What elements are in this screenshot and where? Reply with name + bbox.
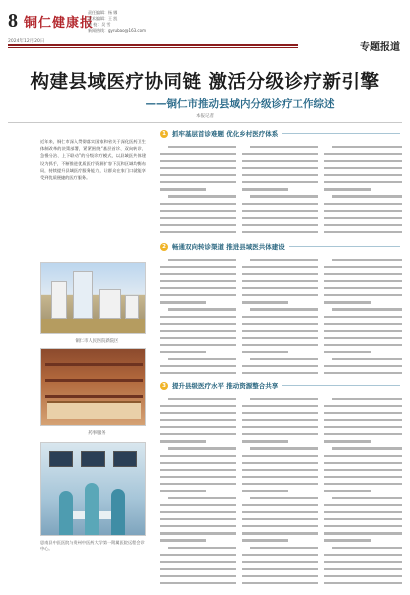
text-line bbox=[242, 301, 288, 303]
text-line bbox=[242, 337, 318, 339]
text-line bbox=[250, 497, 318, 499]
section-heading-3 bbox=[160, 381, 400, 390]
body-column bbox=[242, 393, 318, 589]
text-line bbox=[160, 532, 236, 534]
text-line bbox=[160, 337, 236, 339]
text-line bbox=[324, 525, 402, 527]
text-line bbox=[160, 181, 236, 183]
text-line bbox=[160, 294, 236, 296]
photo-caption: 药事服务 bbox=[88, 431, 106, 436]
text-line bbox=[242, 224, 318, 226]
text-line bbox=[160, 372, 236, 374]
text-line bbox=[160, 525, 236, 527]
text-line bbox=[250, 547, 318, 549]
text-line bbox=[160, 419, 236, 421]
section-number-badge: 3 bbox=[160, 382, 168, 390]
text-line bbox=[168, 308, 236, 310]
meta-line: 新闻热线：gyrubao@163.com bbox=[88, 28, 146, 33]
text-line bbox=[160, 287, 236, 289]
building-shape bbox=[125, 295, 139, 319]
ground-shape bbox=[41, 319, 145, 333]
text-line bbox=[324, 433, 402, 435]
text-line bbox=[160, 301, 206, 303]
text-line bbox=[324, 287, 402, 289]
doctor-figure bbox=[111, 489, 125, 535]
text-line bbox=[324, 504, 402, 506]
text-line bbox=[324, 405, 402, 407]
text-line bbox=[160, 365, 236, 367]
text-line bbox=[324, 337, 402, 339]
text-line bbox=[242, 351, 288, 353]
text-line bbox=[324, 440, 371, 442]
text-line bbox=[160, 316, 236, 318]
text-line bbox=[242, 511, 318, 513]
masthead-meta bbox=[88, 10, 146, 34]
text-line bbox=[324, 372, 402, 374]
text-line bbox=[168, 398, 236, 400]
text-line bbox=[324, 174, 402, 176]
text-line bbox=[160, 351, 206, 353]
section-number-badge: 2 bbox=[160, 243, 168, 251]
text-line bbox=[168, 547, 236, 549]
text-line bbox=[324, 188, 371, 190]
text-line bbox=[160, 518, 236, 520]
monitor-shape bbox=[81, 451, 105, 467]
section-title: 抓牢基层首诊难题 优化乡村医疗体系 bbox=[172, 130, 279, 138]
headline: 构建县域医疗协同链 激活分级诊疗新引擎 bbox=[30, 72, 380, 93]
text-line bbox=[324, 294, 402, 296]
text-line bbox=[332, 497, 402, 499]
text-line bbox=[160, 280, 236, 282]
body-column bbox=[324, 393, 402, 589]
text-line bbox=[242, 273, 318, 275]
text-line bbox=[324, 266, 402, 268]
monitor-shape bbox=[113, 451, 137, 467]
text-line bbox=[324, 153, 402, 155]
text-line bbox=[160, 210, 236, 212]
text-line bbox=[242, 316, 318, 318]
photo-caption: 铜仁市人民医院新院区 bbox=[75, 339, 119, 344]
text-line bbox=[168, 358, 236, 360]
text-line bbox=[160, 405, 236, 407]
text-line bbox=[324, 539, 371, 541]
text-line bbox=[324, 554, 402, 556]
masthead-rule bbox=[8, 44, 298, 46]
text-line bbox=[160, 433, 236, 435]
text-line bbox=[242, 280, 318, 282]
page-number: 8 bbox=[8, 10, 18, 32]
text-line bbox=[242, 188, 288, 190]
text-line bbox=[242, 476, 318, 478]
text-line bbox=[160, 483, 236, 485]
text-line bbox=[242, 174, 318, 176]
hospital-building-photo bbox=[40, 262, 146, 334]
text-line bbox=[160, 554, 236, 556]
text-line bbox=[324, 483, 402, 485]
body-column bbox=[324, 141, 402, 237]
text-line bbox=[332, 259, 402, 261]
section-heading-1 bbox=[160, 129, 400, 138]
text-line bbox=[160, 476, 236, 478]
text-line bbox=[160, 160, 236, 162]
counter-shape bbox=[47, 401, 141, 419]
text-line bbox=[332, 195, 402, 197]
pharmacy-photo bbox=[40, 348, 146, 426]
text-line bbox=[160, 174, 236, 176]
text-line bbox=[242, 344, 318, 346]
text-line bbox=[242, 554, 318, 556]
text-line bbox=[324, 365, 402, 367]
text-line bbox=[332, 447, 402, 449]
text-line bbox=[242, 210, 318, 212]
text-line bbox=[160, 440, 206, 442]
section-rule bbox=[289, 246, 400, 247]
text-line bbox=[324, 224, 402, 226]
doctor-figure bbox=[59, 491, 73, 535]
text-line bbox=[160, 330, 236, 332]
text-line bbox=[160, 469, 236, 471]
text-line bbox=[324, 330, 402, 332]
text-line bbox=[250, 259, 318, 261]
text-line bbox=[324, 455, 402, 457]
text-line bbox=[242, 217, 318, 219]
text-line bbox=[242, 167, 318, 169]
text-line bbox=[324, 231, 402, 233]
building-shape bbox=[99, 289, 121, 319]
subhead: ——铜仁市推动县域内分级诊疗工作综述 bbox=[145, 98, 335, 110]
remote-consultation-photo bbox=[40, 442, 146, 536]
text-line bbox=[242, 287, 318, 289]
text-line bbox=[324, 412, 402, 414]
text-line bbox=[242, 525, 318, 527]
section-heading-2 bbox=[160, 242, 400, 251]
issue-date: 2024年12月20日 bbox=[8, 39, 45, 44]
section-title: 畅通双向转诊渠道 推进县域医共体建设 bbox=[172, 243, 285, 251]
text-line bbox=[242, 160, 318, 162]
text-line bbox=[242, 433, 318, 435]
body-column bbox=[160, 393, 236, 589]
intro-paragraph: 近年来，铜仁市深入贯彻落实国家和省关于深化医药卫生体制改革的决策部署，紧紧围绕“基层首诊、双向转诊、急慢分治、上下联动”的分级诊疗模式，以县域医共体建设为抓手，不断推进优质医疗资源扩容下沉和区域均衡布局，持续提升县域医疗服务能力，让群众在家门口就能享受到优质便捷的医疗服务。 bbox=[40, 139, 146, 181]
text-line bbox=[242, 405, 318, 407]
section-tag: 专题报道 bbox=[360, 42, 400, 53]
text-line bbox=[324, 160, 402, 162]
building-shape bbox=[73, 271, 93, 319]
text-line bbox=[160, 153, 236, 155]
text-line bbox=[324, 203, 402, 205]
text-line bbox=[160, 231, 236, 233]
body-column bbox=[242, 254, 318, 376]
text-line bbox=[324, 575, 402, 577]
text-line bbox=[242, 330, 318, 332]
text-line bbox=[160, 426, 236, 428]
body-column bbox=[242, 141, 318, 237]
text-line bbox=[168, 497, 236, 499]
text-line bbox=[242, 532, 318, 534]
text-line bbox=[160, 203, 236, 205]
building-shape bbox=[51, 281, 67, 319]
text-line bbox=[242, 323, 318, 325]
text-line bbox=[242, 568, 318, 570]
text-line bbox=[324, 469, 402, 471]
text-line bbox=[160, 273, 236, 275]
text-line bbox=[242, 539, 288, 541]
text-line bbox=[242, 426, 318, 428]
text-line bbox=[242, 181, 318, 183]
text-line bbox=[160, 490, 206, 492]
headline-divider bbox=[8, 122, 402, 123]
text-line bbox=[324, 323, 402, 325]
text-line bbox=[160, 167, 236, 169]
photo-caption: 思南县中医医院与贵州中医药大学第一附属医院远程会诊中心。 bbox=[40, 540, 145, 552]
doctor-figure bbox=[85, 483, 99, 535]
text-line bbox=[168, 259, 236, 261]
text-line bbox=[324, 301, 371, 303]
text-line bbox=[324, 419, 402, 421]
masthead-rule-thin bbox=[8, 47, 298, 48]
text-line bbox=[324, 280, 402, 282]
text-line bbox=[332, 398, 402, 400]
text-line bbox=[324, 210, 402, 212]
text-line bbox=[242, 266, 318, 268]
meta-line: 审 校：吴 雪 bbox=[88, 22, 111, 27]
text-line bbox=[250, 398, 318, 400]
text-line bbox=[242, 490, 288, 492]
text-line bbox=[242, 518, 318, 520]
text-line bbox=[242, 412, 318, 414]
text-line bbox=[242, 469, 318, 471]
text-line bbox=[250, 195, 318, 197]
text-line bbox=[160, 188, 206, 190]
text-line bbox=[324, 273, 402, 275]
section-rule bbox=[282, 133, 400, 134]
text-line bbox=[324, 344, 402, 346]
text-line bbox=[250, 146, 318, 148]
text-line bbox=[160, 511, 236, 513]
text-line bbox=[160, 266, 236, 268]
text-line bbox=[250, 447, 318, 449]
text-line bbox=[242, 575, 318, 577]
text-line bbox=[324, 511, 402, 513]
shelf-shape bbox=[45, 379, 143, 382]
text-line bbox=[160, 412, 236, 414]
newspaper-name: 铜仁健康报 bbox=[24, 16, 95, 31]
meta-line: 责任编辑：杨 娜 bbox=[88, 10, 118, 15]
text-line bbox=[242, 483, 318, 485]
text-line bbox=[324, 568, 402, 570]
section-rule bbox=[282, 385, 400, 386]
text-line bbox=[160, 455, 236, 457]
text-line bbox=[250, 308, 318, 310]
text-line bbox=[242, 582, 318, 584]
text-line bbox=[332, 308, 402, 310]
text-line bbox=[160, 539, 206, 541]
section-number-badge: 1 bbox=[160, 130, 168, 138]
text-line bbox=[160, 462, 236, 464]
text-line bbox=[242, 294, 318, 296]
text-line bbox=[160, 568, 236, 570]
text-line bbox=[324, 532, 402, 534]
text-line bbox=[324, 490, 371, 492]
text-line bbox=[324, 167, 402, 169]
text-line bbox=[160, 217, 236, 219]
text-line bbox=[324, 476, 402, 478]
text-line bbox=[160, 344, 236, 346]
shelf-shape bbox=[45, 395, 143, 398]
text-line bbox=[242, 231, 318, 233]
text-line bbox=[242, 561, 318, 563]
text-line bbox=[242, 462, 318, 464]
text-line bbox=[242, 203, 318, 205]
body-column bbox=[324, 254, 402, 376]
body-column bbox=[160, 254, 236, 376]
meta-line: 美术编辑：王 凯 bbox=[88, 16, 118, 21]
text-line bbox=[250, 358, 318, 360]
section-title: 提升县级医疗水平 推动资源整合共享 bbox=[172, 382, 279, 390]
text-line bbox=[168, 146, 236, 148]
shelf-shape bbox=[45, 363, 143, 366]
text-line bbox=[160, 561, 236, 563]
body-column bbox=[160, 141, 236, 237]
text-line bbox=[324, 561, 402, 563]
text-line bbox=[324, 217, 402, 219]
text-line bbox=[324, 316, 402, 318]
text-line bbox=[168, 447, 236, 449]
text-line bbox=[242, 153, 318, 155]
text-line bbox=[242, 419, 318, 421]
text-line bbox=[160, 582, 236, 584]
text-line bbox=[242, 440, 288, 442]
text-line bbox=[160, 224, 236, 226]
text-line bbox=[324, 351, 371, 353]
text-line bbox=[324, 582, 402, 584]
text-line bbox=[324, 518, 402, 520]
text-line bbox=[160, 323, 236, 325]
text-line bbox=[242, 365, 318, 367]
text-line bbox=[242, 504, 318, 506]
byline: 本报记者 bbox=[196, 114, 214, 119]
monitor-shape bbox=[49, 451, 73, 467]
text-line bbox=[242, 455, 318, 457]
text-line bbox=[332, 358, 402, 360]
text-line bbox=[332, 146, 402, 148]
text-line bbox=[324, 181, 402, 183]
text-line bbox=[324, 426, 402, 428]
text-line bbox=[242, 372, 318, 374]
text-line bbox=[168, 195, 236, 197]
masthead bbox=[0, 0, 410, 58]
text-line bbox=[160, 504, 236, 506]
text-line bbox=[160, 575, 236, 577]
text-line bbox=[332, 547, 402, 549]
text-line bbox=[324, 462, 402, 464]
